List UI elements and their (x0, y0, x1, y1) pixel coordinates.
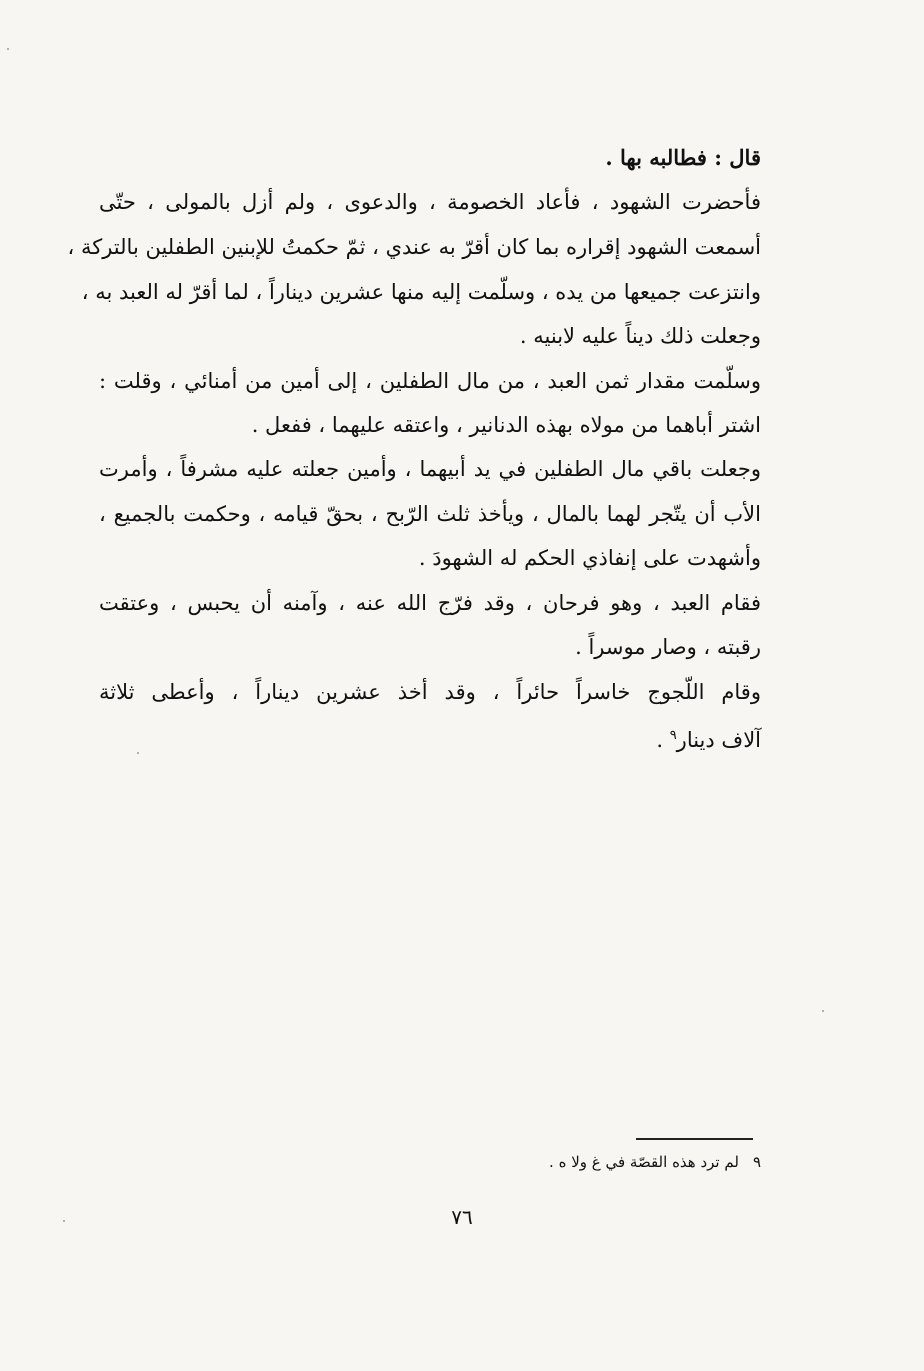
paper-speck (63, 1220, 65, 1222)
text-line-5: وجعلت ذلك ديناً عليه لابنيه . (519, 324, 761, 348)
text-line-4: وانتزعت جميعها من يده ، وسلّمت إليه منها عشرين ديناراً ، لما أقرّ له العبد به ، (81, 280, 761, 304)
text-line-7: اشتر أباهما من مولاه بهذه الدنانير ، واعتقه عليهما ، ففعل . (251, 413, 761, 437)
text-line-10: وأشهدت على إنفاذي الحكم له الشهودَ . (418, 546, 761, 570)
text-line-6: وسلّمت مقدار ثمن العبد ، من مال الطفلين ، إلى أمين من أمنائي ، وقلت : (99, 369, 761, 393)
text-line-14-end: . (656, 728, 670, 752)
footnote-number: ٩ (752, 1153, 761, 1171)
footnote (549, 1150, 761, 1174)
text-line-1: قال : فطالبه بها . (605, 145, 761, 170)
text-line-14-body: آلاف دينار (676, 728, 761, 752)
text-line-9: الأب أن يتّجر لهما بالمال ، ويأخذ ثلث الرّبح ، بحقّ قيامه ، وحكمت بالجميع ، (99, 502, 761, 526)
text-line-13: وقام اللّجوج خاسراً حائراً ، وقد أخذ عشرين ديناراً ، وأعطى ثلاثة (99, 680, 761, 704)
text-line-11: فقام العبد ، وهو فرحان ، وقد فرّج الله عنه ، وآمنه أن يحبس ، وعتقت (99, 591, 761, 615)
paper-speck (7, 48, 9, 50)
paper-speck (137, 752, 139, 754)
text-line-14 (656, 721, 761, 755)
text-line-3: أسمعت الشهود إقراره بما كان أقرّ به عندي ، ثمّ حكمتُ للإبنين الطفلين بالتركة ، (67, 235, 761, 259)
text-line-8: وجعلت باقي مال الطفلين في يد أبيهما ، وأمين جعلته عليه مشرفاً ، وأمرت (99, 457, 761, 481)
footnote-marker: ٩ (669, 728, 677, 743)
footnote-separator (636, 1138, 753, 1140)
text-line-2: فأحضرت الشهود ، فأعاد الخصومة ، والدعوى ، ولم أزل بالمولى ، حتّى (99, 190, 761, 214)
page-number: ٧٦ (451, 1205, 473, 1229)
paper-speck (822, 1010, 824, 1012)
footnote-text: لم ترد هذه القصّة في غ ولا ه . (549, 1153, 739, 1171)
text-line-12: رقبته ، وصار موسراً . (575, 635, 761, 659)
